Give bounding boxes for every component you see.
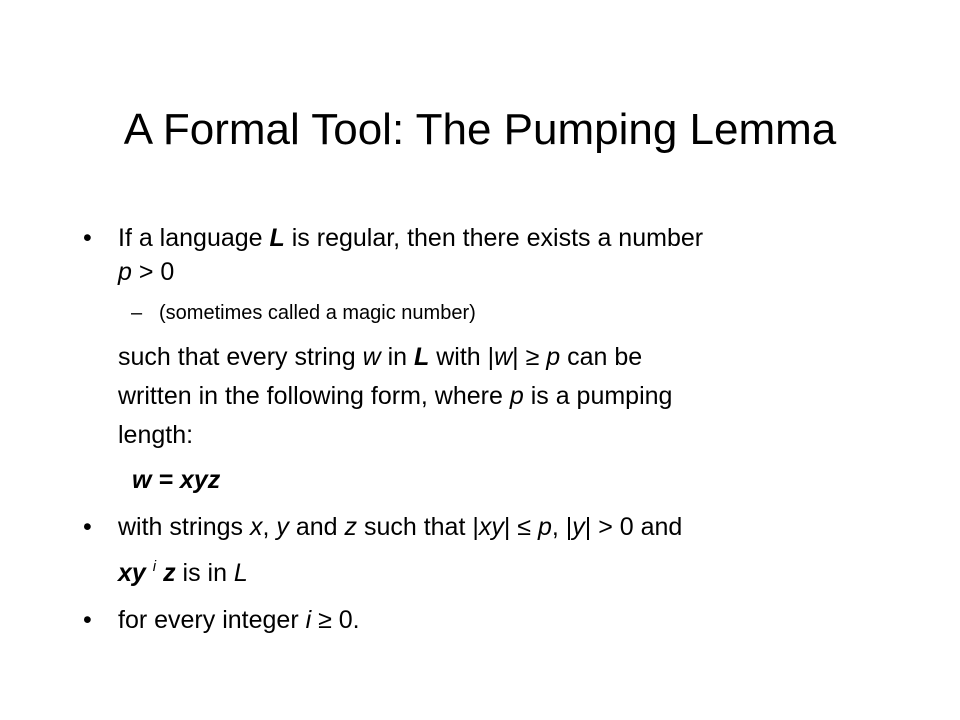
- bullet-1-glyph: •: [83, 224, 92, 252]
- continuation-line-3: length:: [118, 421, 194, 449]
- slide-title: A Formal Tool: The Pumping Lemma: [123, 105, 837, 154]
- pumped-string-line: xy $^i$ z is in L: [118, 558, 248, 587]
- bullet-3-line: for every integer i ≥ 0.: [118, 606, 360, 634]
- bullet-3-glyph: •: [83, 606, 92, 634]
- continuation-line-2: written in the following form, where p is a pumping: [118, 382, 673, 410]
- bullet-2-glyph: •: [83, 513, 92, 541]
- sub-bullet-dash: –: [131, 302, 143, 324]
- bullet-1-line-1: If a language L is regular, then there exists a number: [118, 224, 704, 252]
- sub-bullet-text: (sometimes called a magic number): [159, 302, 476, 324]
- formula-w-equals-xyz: w = xyz: [132, 466, 221, 494]
- bullet-1-line-2: p > 0: [118, 258, 175, 286]
- continuation-line-1: such that every string w in L with |w| ≥ p can be: [118, 343, 643, 371]
- bullet-2-line: with strings x, y and z such that |xy| ≤ p, |y| > 0 and: [118, 513, 683, 541]
